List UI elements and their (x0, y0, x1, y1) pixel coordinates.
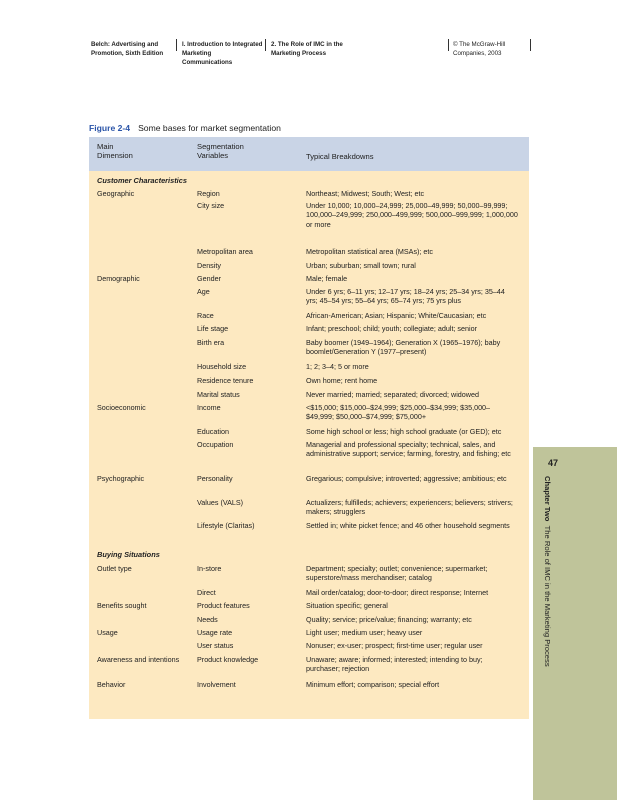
row-breakdown: Quality; service; price/value; financing; warranty; etc (306, 615, 472, 624)
row-breakdown: Never married; married; separated; divorced; widowed (306, 390, 479, 399)
row-variable: Household size (197, 362, 247, 371)
row-breakdown: Some high school or less; high school graduate (or GED); etc (306, 427, 502, 436)
row-variable: Life stage (197, 324, 229, 333)
row-main: Demographic (97, 274, 140, 283)
row-variable: Age (197, 287, 210, 296)
row-variable: Needs (197, 615, 218, 624)
row-breakdown: Mail order/catalog; door-to-door; direct response; Internet (306, 588, 489, 597)
chapter-running-title (536, 476, 558, 746)
figure-title: Some bases for market segmentation (138, 123, 281, 133)
row-variable: Race (197, 311, 214, 320)
row-breakdown: Light user; medium user; heavy user (306, 628, 423, 637)
row-breakdown: 1; 2; 3–4; 5 or more (306, 362, 369, 371)
row-variable: Lifestyle (Claritas) (197, 521, 255, 530)
row-variable: Marital status (197, 390, 240, 399)
row-variable: Region (197, 189, 220, 198)
row-breakdown: African-American; Asian; Hispanic; White/Caucasian; etc (306, 311, 487, 320)
row-variable: Gender (197, 274, 221, 283)
row-variable: Direct (197, 588, 216, 597)
table-header (89, 137, 529, 171)
row-variable: Product knowledge (197, 655, 259, 664)
row-variable: Birth era (197, 338, 225, 347)
header-copyright: © The McGraw-Hill Companies, 2003 (453, 41, 506, 57)
header-typical-breakdowns: Typical Breakdowns (306, 152, 374, 161)
row-variable: Income (197, 403, 221, 412)
row-main: Usage (97, 628, 118, 637)
row-breakdown: Infant; preschool; child; youth; collegiate; adult; senior (306, 324, 478, 333)
row-breakdown: Under 10,000; 10,000–24,999; 25,000–49,999; 50,000–99,999; 100,000–249,999; 250,000–499,999; 500,000–999,999; 1,000,000 or more (306, 201, 518, 229)
row-variable: Education (197, 427, 229, 436)
row-variable: Values (VALS) (197, 498, 244, 507)
row-variable: Density (197, 261, 221, 270)
row-breakdown: Gregarious; compulsive; introverted; aggressive; ambitious; etc (306, 474, 507, 483)
row-main: Behavior (97, 680, 126, 689)
row-breakdown: Nonuser; ex-user; prospect; first-time user; regular user (306, 641, 483, 650)
row-variable: Personality (197, 474, 233, 483)
row-breakdown: Actualizers; fulfilleds; achievers; experiencers; believers; strivers; makers; strugglers (306, 498, 513, 517)
row-breakdown: Minimum effort; comparison; special effort (306, 680, 440, 689)
row-variable: Involvement (197, 680, 236, 689)
row-variable: Occupation (197, 440, 234, 449)
row-breakdown: Northeast; Midwest; South; West; etc (306, 189, 425, 198)
chapter-title: The Role of IMC in the Marketing Process (543, 525, 552, 667)
row-breakdown: Managerial and professional specialty; technical, sales, and administrative support; service; farming, forestry, and fishing; etc (306, 440, 511, 459)
row-breakdown: Under 6 yrs; 6–11 yrs; 12–17 yrs; 18–24 yrs; 25–34 yrs; 35–44 yrs; 45–54 yrs; 55–64 yrs; 65–74 yrs; 75 yrs plus (306, 287, 505, 306)
header-divider (265, 39, 266, 51)
row-breakdown: Metropolitan statistical area (MSAs); etc (306, 247, 434, 256)
figure-caption (89, 123, 281, 133)
header-divider (176, 39, 177, 51)
row-main: Geographic (97, 189, 135, 198)
section-heading: Customer Characteristics (97, 176, 187, 185)
section-heading: Buying Situations (97, 550, 160, 559)
header-divider (530, 39, 531, 51)
row-breakdown: Situation specific; general (306, 601, 388, 610)
row-breakdown: Department; specialty; outlet; convenience; supermarket; superstore/mass merchandiser; catalog (306, 564, 488, 583)
row-variable: Usage rate (197, 628, 233, 637)
header-main-dimension: Main Dimension (97, 142, 133, 161)
page-number: 47 (548, 458, 559, 468)
row-variable: User status (197, 641, 234, 650)
figure-label: Figure 2-4 (89, 123, 131, 133)
header-book-title: Belch: Advertising and Promotion, Sixth Edition (91, 41, 164, 57)
row-main: Psychographic (97, 474, 145, 483)
row-breakdown: Urban; suburban; small town; rural (306, 261, 416, 270)
row-variable: City size (197, 201, 225, 210)
row-main: Socioeconomic (97, 403, 146, 412)
row-breakdown: Male; female (306, 274, 348, 283)
chapter-number: Chapter Two (543, 476, 552, 522)
header-chapter-title: 2. The Role of IMC in the Marketing Process (271, 41, 343, 57)
row-main: Benefits sought (97, 601, 147, 610)
header-segmentation-variables: Segmentation Variables (197, 142, 244, 161)
row-variable: Residence tenure (197, 376, 254, 385)
row-breakdown: Baby boomer (1949–1964); Generation X (1965–1976); baby boomlet/Generation Y (1977–present) (306, 338, 501, 357)
row-main: Awareness and intentions (97, 655, 180, 664)
header-part-title: I. Introduction to Integrated Marketing Communications (182, 41, 263, 66)
segmentation-table (89, 137, 529, 719)
row-breakdown: <$15,000; $15,000–$24,999; $25,000–$34,999; $35,000–$49,999; $50,000–$74,999; $75,000+ (306, 403, 491, 422)
row-variable: Product features (197, 601, 250, 610)
row-breakdown: Unaware; aware; informed; interested; intending to buy; purchaser; rejection (306, 655, 483, 674)
row-variable: In-store (197, 564, 222, 573)
row-breakdown: Own home; rent home (306, 376, 378, 385)
row-variable: Metropolitan area (197, 247, 253, 256)
header-divider (448, 39, 449, 51)
row-main: Outlet type (97, 564, 132, 573)
row-breakdown: Settled in; white picket fence; and 46 other household segments (306, 521, 510, 530)
